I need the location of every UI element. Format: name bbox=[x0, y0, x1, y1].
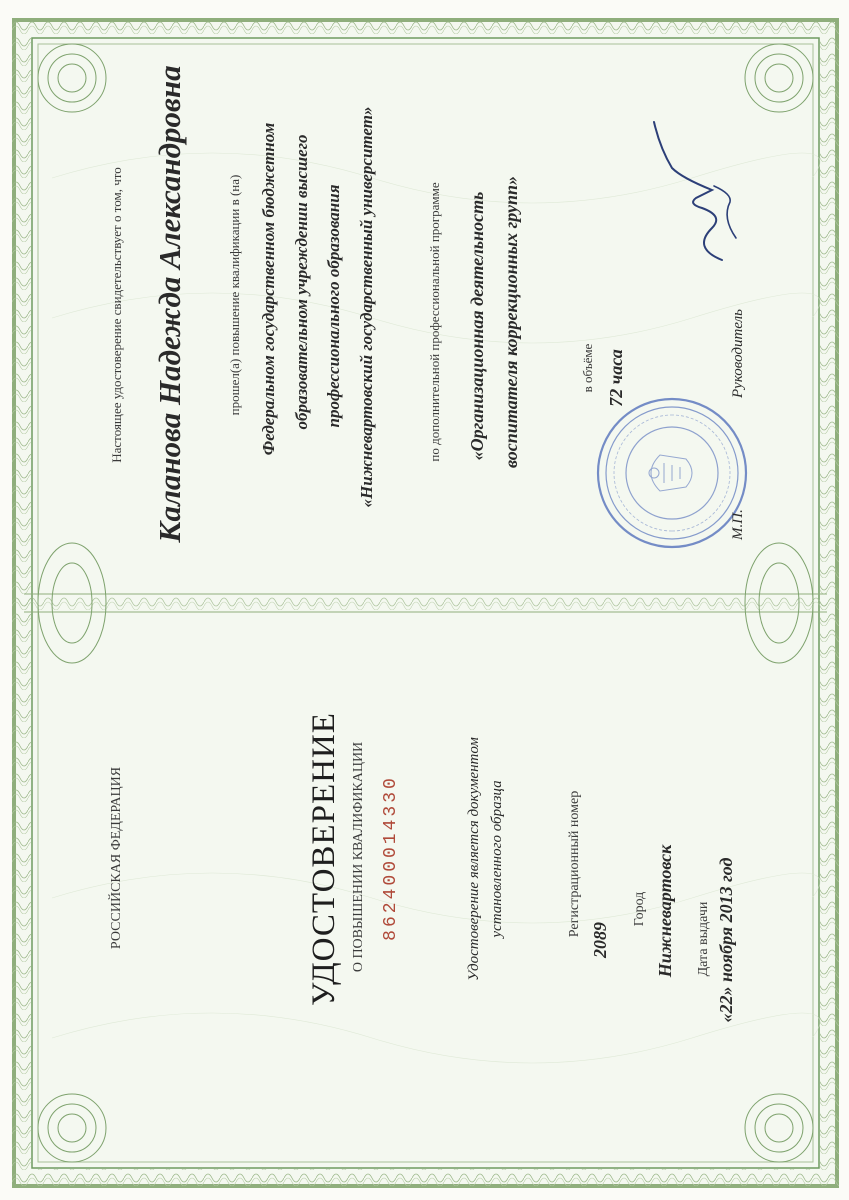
organization-line2: образовательном учреждении высшего bbox=[292, 134, 311, 430]
organization-line4: «Нижневартовский государственный университет» bbox=[357, 106, 376, 508]
registration-label: Регистрационный номер bbox=[567, 790, 582, 938]
program-line2: воспитателя коррекционных групп» bbox=[501, 175, 521, 469]
issue-date-value: «22» ноября 2013 год bbox=[716, 857, 736, 1023]
holder-name: Каланова Надежда Александровна bbox=[152, 65, 187, 543]
certificate-content bbox=[12, 24, 836, 1188]
registration-value: 2089 bbox=[590, 922, 610, 958]
country-label: РОССИЙСКАЯ ФЕДЕРАЦИЯ bbox=[109, 766, 124, 950]
validity-note-line1: Удостоверение является документом bbox=[466, 737, 482, 981]
program-line1: «Организационная деятельность bbox=[467, 191, 487, 461]
city-label: Город bbox=[632, 891, 647, 927]
organization-line1: Федеральном государственном бюджетном bbox=[259, 122, 278, 456]
serial-number: 862400014330 bbox=[381, 775, 401, 941]
program-label: по дополнительной профессиональной программе bbox=[427, 182, 442, 462]
organization-line3: профессионального образования bbox=[324, 184, 343, 428]
intro-text: Настоящее удостоверение свидетельствует о том, что bbox=[109, 167, 124, 463]
signature-icon bbox=[652, 118, 742, 268]
head-signature-label: Руководитель bbox=[730, 309, 746, 398]
document-title: УДОСТОВЕРЕНИЕ bbox=[306, 712, 342, 1006]
issue-date-label: Дата выдачи bbox=[696, 901, 711, 977]
passed-text: прошел(а) повышение квалификации в (на) bbox=[227, 174, 242, 416]
volume-label: в объёме bbox=[580, 343, 595, 393]
official-seal-icon bbox=[594, 395, 750, 551]
city-value: Нижневартовск bbox=[655, 844, 675, 978]
seal-placeholder-label: М.П. bbox=[730, 509, 746, 540]
validity-note-line2: установленного образца bbox=[489, 780, 505, 938]
document-subtitle: О ПОВЫШЕНИИ КВАЛИФИКАЦИИ bbox=[351, 741, 366, 973]
volume-value: 72 часа bbox=[606, 349, 626, 407]
